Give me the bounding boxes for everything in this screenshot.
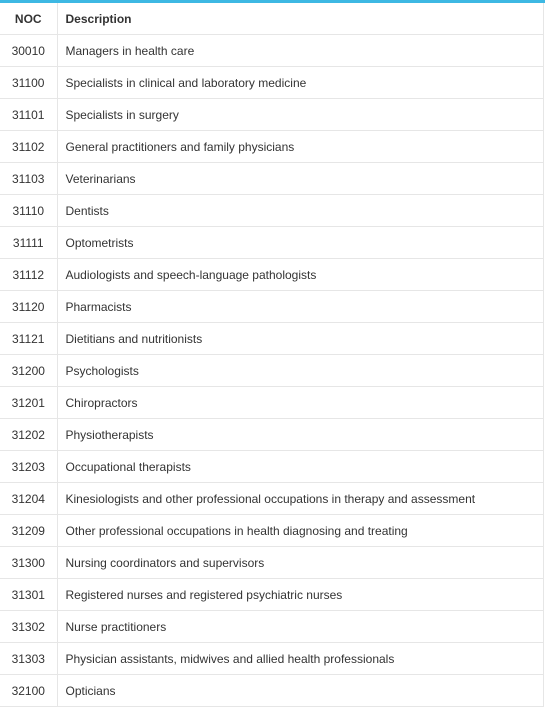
noc-table: [0, 3, 544, 707]
table-row: [0, 483, 543, 515]
occupation-description-cell: Dietitians and nutritionists: [57, 323, 543, 355]
occupation-description-cell: Opticians: [57, 675, 543, 707]
table-row: [0, 67, 543, 99]
occupation-description-cell: Physiotherapists: [57, 419, 543, 451]
table-row: [0, 643, 543, 675]
noc-code-cell: 31303: [0, 643, 57, 675]
noc-code-cell: 31120: [0, 291, 57, 323]
column-header-noc: NOC: [0, 3, 57, 35]
noc-code-cell: 31110: [0, 195, 57, 227]
noc-code-cell: 31203: [0, 451, 57, 483]
occupation-description-cell: Physician assistants, midwives and allied health professionals: [57, 643, 543, 675]
occupation-description-cell: Audiologists and speech-language pathologists: [57, 259, 543, 291]
table-row: [0, 163, 543, 195]
occupation-description-cell: Optometrists: [57, 227, 543, 259]
noc-code-cell: 31301: [0, 579, 57, 611]
noc-code-cell: 31121: [0, 323, 57, 355]
table-row: [0, 291, 543, 323]
noc-code-cell: 31103: [0, 163, 57, 195]
table-row: [0, 259, 543, 291]
table-row: [0, 227, 543, 259]
noc-code-cell: 31302: [0, 611, 57, 643]
noc-code-cell: 32100: [0, 675, 57, 707]
occupation-description-cell: Psychologists: [57, 355, 543, 387]
occupation-description-cell: Nursing coordinators and supervisors: [57, 547, 543, 579]
occupation-description-cell: Nurse practitioners: [57, 611, 543, 643]
noc-code-cell: 30010: [0, 35, 57, 67]
noc-code-cell: 31202: [0, 419, 57, 451]
noc-code-cell: 31200: [0, 355, 57, 387]
occupation-description-cell: Specialists in surgery: [57, 99, 543, 131]
table-row: [0, 419, 543, 451]
noc-code-cell: 31204: [0, 483, 57, 515]
noc-code-cell: 31112: [0, 259, 57, 291]
table-row: [0, 99, 543, 131]
noc-code-cell: 31102: [0, 131, 57, 163]
table-row: [0, 131, 543, 163]
noc-code-cell: 31111: [0, 227, 57, 259]
table-header: [0, 3, 543, 35]
header-row: [0, 3, 543, 35]
occupation-description-cell: Veterinarians: [57, 163, 543, 195]
noc-code-cell: 31101: [0, 99, 57, 131]
occupation-description-cell: Registered nurses and registered psychiatric nurses: [57, 579, 543, 611]
occupation-description-cell: Specialists in clinical and laboratory medicine: [57, 67, 543, 99]
occupation-description-cell: Dentists: [57, 195, 543, 227]
occupation-description-cell: Pharmacists: [57, 291, 543, 323]
table-row: [0, 675, 543, 707]
occupation-description-cell: Occupational therapists: [57, 451, 543, 483]
occupation-description-cell: General practitioners and family physicians: [57, 131, 543, 163]
noc-code-cell: 31100: [0, 67, 57, 99]
occupation-description-cell: Other professional occupations in health diagnosing and treating: [57, 515, 543, 547]
table-row: [0, 35, 543, 67]
column-header-description: Description: [57, 3, 543, 35]
noc-code-cell: 31201: [0, 387, 57, 419]
noc-code-cell: 31300: [0, 547, 57, 579]
noc-code-cell: 31209: [0, 515, 57, 547]
occupation-description-cell: Kinesiologists and other professional occupations in therapy and assessment: [57, 483, 543, 515]
table-row: [0, 451, 543, 483]
table-row: [0, 323, 543, 355]
occupation-description-cell: Chiropractors: [57, 387, 543, 419]
table-row: [0, 387, 543, 419]
table-row: [0, 611, 543, 643]
table-row: [0, 579, 543, 611]
table-row: [0, 547, 543, 579]
occupation-description-cell: Managers in health care: [57, 35, 543, 67]
table-row: [0, 355, 543, 387]
table-body: [0, 35, 543, 707]
table-row: [0, 515, 543, 547]
table-row: [0, 195, 543, 227]
